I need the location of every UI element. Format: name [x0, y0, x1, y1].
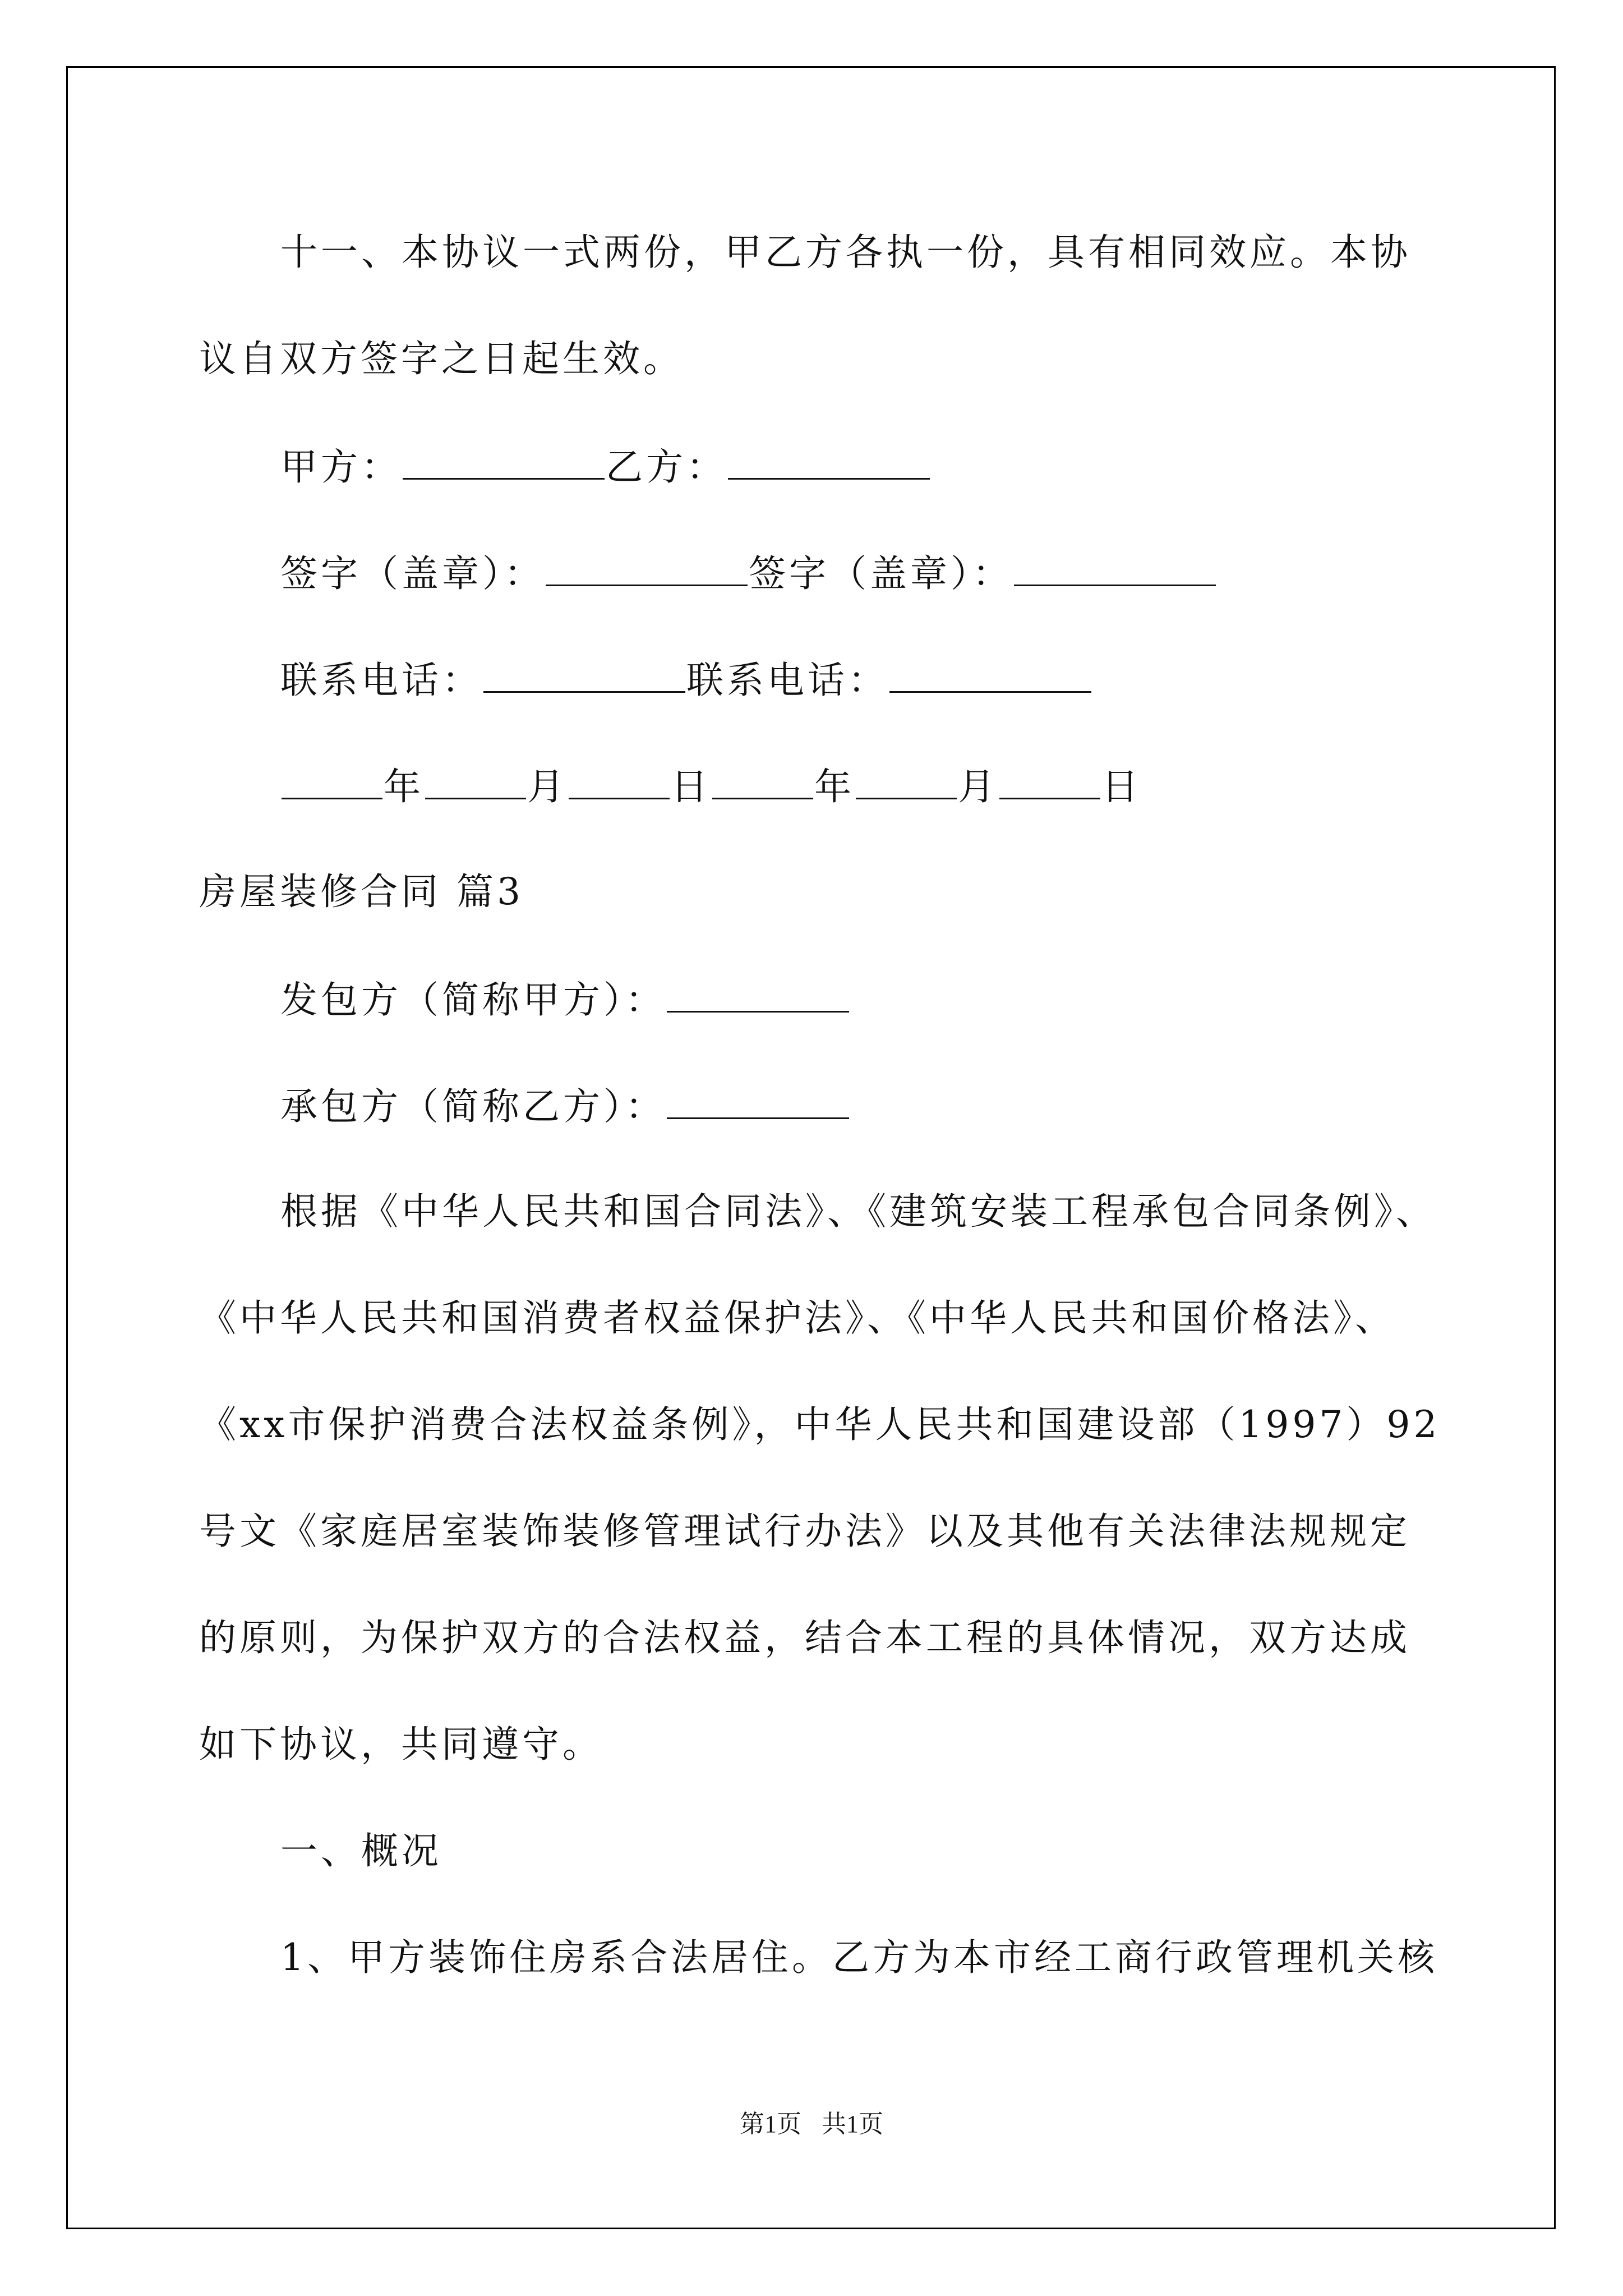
sign-b-label: 签字（盖章）：: [749, 552, 1013, 595]
sign-a-label: 签字（盖章）：: [280, 552, 545, 595]
sign-a-blank: [546, 550, 748, 586]
day-label: 日: [1101, 765, 1142, 808]
party-b-label: 乙方：: [606, 445, 727, 489]
paragraph-line: 的原则，为保护双方的合法权益，结合本工程的具体情况，双方达成: [199, 1616, 1410, 1659]
year-label: 年: [384, 765, 424, 808]
phone-b-label: 联系电话：: [686, 659, 888, 702]
day-b-blank: [999, 763, 1100, 799]
paragraph-line: 如下协议，共同遵守。: [199, 1723, 603, 1766]
party-a-blank: [403, 443, 605, 480]
issuer-blank: [667, 976, 849, 1013]
sign-b-blank: [1014, 550, 1216, 586]
signature-phone-row: [280, 656, 1092, 703]
day-label: 日: [671, 765, 711, 808]
paragraph-line: 议自双方签字之日起生效。: [199, 337, 684, 380]
issuer-row: [280, 976, 850, 1023]
paragraph-line: 1、甲方装饰住房系合法居住。乙方为本市经工商行政管理机关核: [280, 1936, 1438, 1979]
contractor-row: [280, 1083, 850, 1129]
month-b-blank: [856, 763, 957, 799]
day-a-blank: [569, 763, 670, 799]
paragraph-line: 十一、本协议一式两份，甲乙方各执一份，具有相同效应。本协: [280, 231, 1411, 274]
party-b-blank: [728, 443, 930, 480]
contractor-blank: [667, 1083, 849, 1119]
paragraph-line: 《xx市保护消费合法权益条例》，中华人民共和国建设部（1997）92: [199, 1403, 1441, 1446]
paragraph-line: 《中华人民共和国消费者权益保护法》、《中华人民共和国价格法》、: [199, 1296, 1395, 1340]
signature-party-row: [280, 443, 931, 490]
section-title: 房屋装修合同 篇3: [199, 870, 524, 913]
year-a-blank: [282, 763, 382, 799]
heading-overview: 一、概况: [280, 1829, 442, 1872]
page-footer: [0, 2104, 1623, 2139]
phone-a-label: 联系电话：: [280, 659, 482, 702]
page-total: 共1页: [822, 2110, 883, 2138]
page-number: 第1页: [740, 2110, 801, 2138]
issuer-label: 发包方（简称甲方）：: [280, 978, 666, 1022]
signature-sign-row: [280, 550, 1217, 596]
year-b-blank: [712, 763, 813, 799]
month-a-blank: [425, 763, 526, 799]
party-a-label: 甲方：: [280, 445, 402, 489]
contractor-label: 承包方（简称乙方）：: [280, 1085, 666, 1128]
paragraph-line: 号文《家庭居室装饰装修管理试行办法》以及其他有关法律法规规定: [199, 1510, 1410, 1553]
month-label: 月: [527, 765, 568, 808]
phone-b-blank: [889, 656, 1091, 693]
paragraph-line: 根据《中华人民共和国合同法》、《建筑安装工程承包合同条例》、: [280, 1190, 1436, 1233]
phone-a-blank: [483, 656, 685, 693]
month-label: 月: [958, 765, 998, 808]
year-label: 年: [814, 765, 855, 808]
page-border: [66, 66, 1556, 2229]
signature-date-row: [280, 763, 1142, 809]
